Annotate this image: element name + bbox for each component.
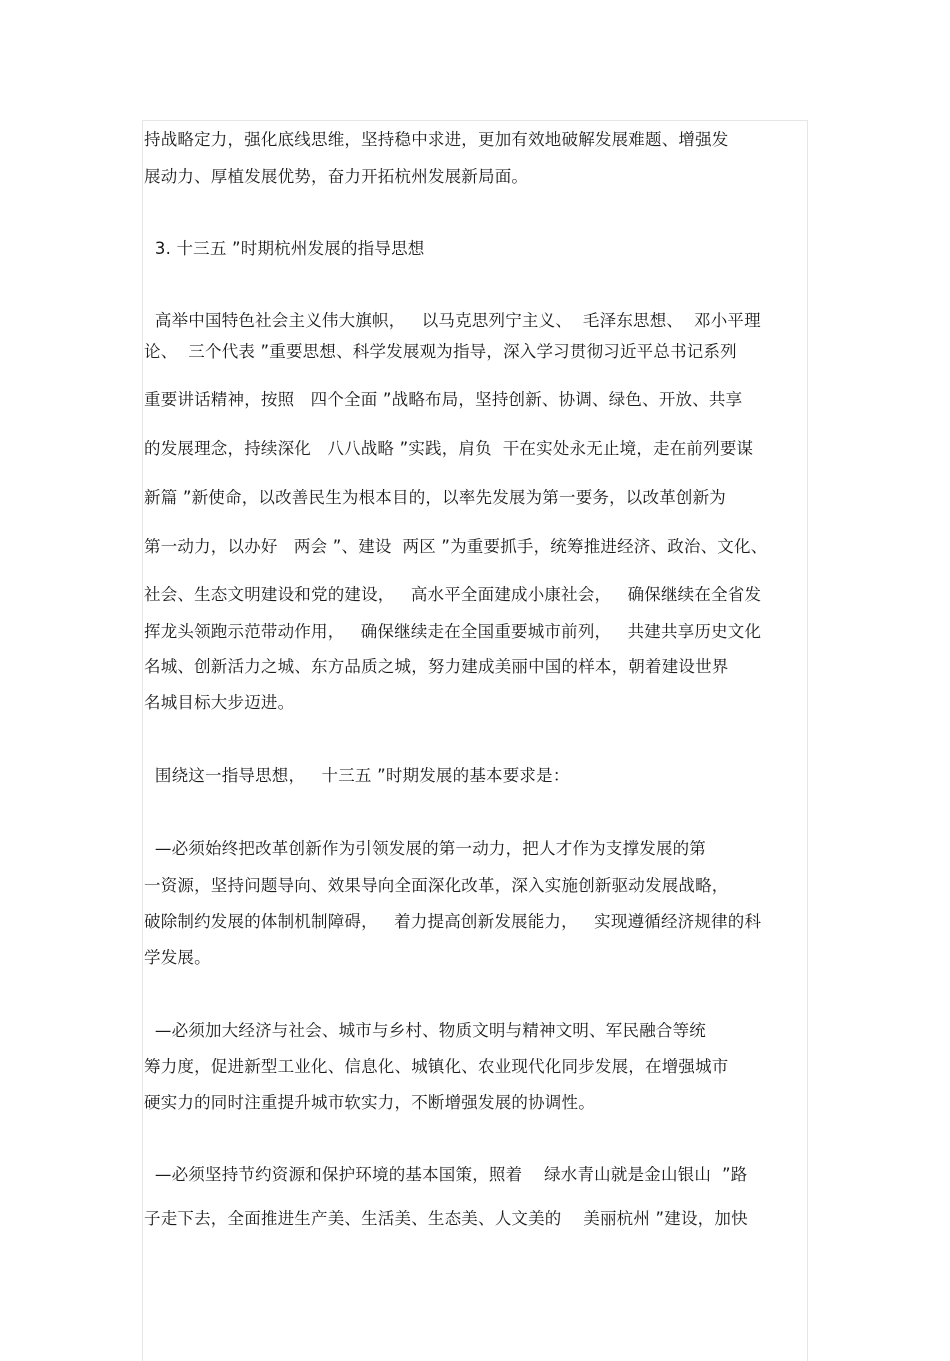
- text-line: 持战略定力，强化底线思维，坚持稳中求进，更加有效地破解发展难题、增强发: [144, 130, 729, 149]
- text-line: 展动力、厚植发展优势，奋力开拓杭州发展新局面。: [144, 167, 529, 186]
- text-line: 子走下去，全面推进生产美、生活美、生态美、人文美的 美丽杭州 ”建设，加快: [144, 1209, 748, 1228]
- text-line: 名城目标大步迈进。: [144, 693, 295, 712]
- text-line: 围绕这一指导思想， 十三五 ”时期发展的基本要求是：: [144, 766, 570, 785]
- text-line: 筹力度，促进新型工业化、信息化、城镇化、农业现代化同步发展，在增强城市: [144, 1057, 729, 1076]
- text-line: 第一动力，以办好 两会 ”、建设 两区 ”为重要抓手，统筹推进经济、政治、文化、: [144, 537, 768, 556]
- text-line: —必须始终把改革创新作为引领发展的第一动力，把人才作为支撑发展的第: [144, 839, 706, 858]
- section-heading: 3. 十三五 ”时期杭州发展的指导思想: [144, 239, 425, 258]
- text-line: 挥龙头领跑示范带动作用， 确保继续走在全国重要城市前列， 共建共享历史文化: [144, 622, 762, 641]
- text-line: —必须坚持节约资源和保护环境的基本国策，照着 绿水青山就是金山银山 ”路: [144, 1165, 748, 1184]
- text-line: 新篇 ”新使命，以改善民生为根本目的，以率先发展为第一要务，以改革创新为: [144, 488, 726, 507]
- text-line: 论、 三个代表 ”重要思想、科学发展观为指导，深入学习贯彻习近平总书记系列: [144, 342, 737, 361]
- text-line: 社会、生态文明建设和党的建设， 高水平全面建成小康社会， 确保继续在全省发: [144, 585, 762, 604]
- text-line: 硬实力的同时注重提升城市软实力，不断增强发展的协调性。: [144, 1093, 595, 1112]
- text-line: 的发展理念，持续深化 八八战略 ”实践，肩负 干在实处永无止境，走在前列要谋: [144, 439, 754, 458]
- text-line: 名城、创新活力之城、东方品质之城，努力建成美丽中国的样本，朝着建设世界: [144, 657, 729, 676]
- text-line: —必须加大经济与社会、城市与乡村、物质文明与精神文明、军民融合等统: [144, 1021, 706, 1040]
- text-line: 重要讲话精神，按照 四个全面 ”战略布局，坚持创新、协调、绿色、开放、共享: [144, 390, 743, 409]
- text-line: 一资源，坚持问题导向、效果导向全面深化改革，深入实施创新驱动发展战略，: [144, 876, 729, 895]
- text-line: 破除制约发展的体制机制障碍， 着力提高创新发展能力， 实现遵循经济规律的科: [144, 912, 762, 931]
- text-line: 高举中国特色社会主义伟大旗帜， 以马克思列宁主义、 毛泽东思想、 邓小平理: [144, 311, 761, 330]
- text-line: 学发展。: [144, 948, 211, 967]
